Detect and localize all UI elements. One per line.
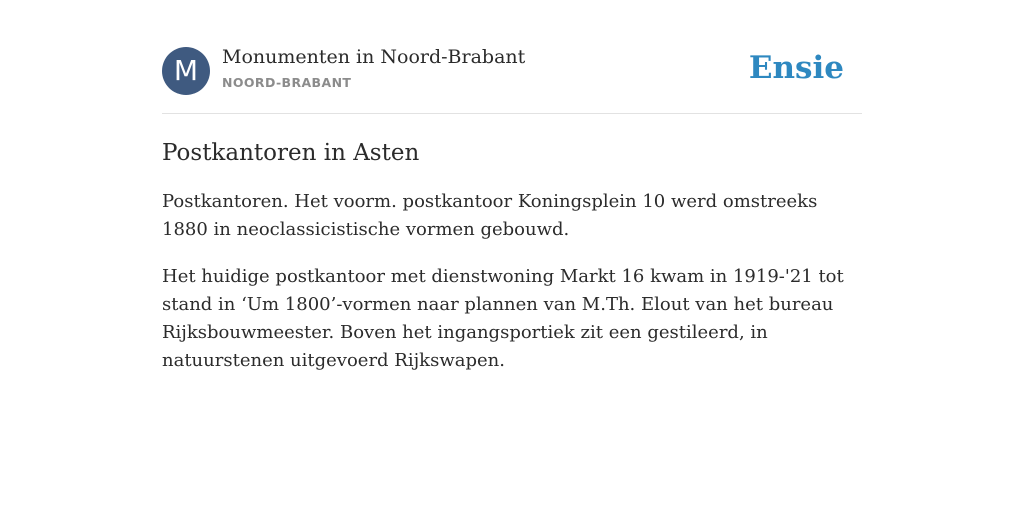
source-header <box>162 46 862 114</box>
source-title-link[interactable]: Monumenten in Noord-Brabant <box>222 46 526 68</box>
article-card <box>162 46 862 375</box>
article-paragraph: Postkantoren. Het voorm. postkantoor Koningsplein 10 werd omstreeks 1880 in neoclassicistische vormen gebouwd. <box>162 191 818 240</box>
source-avatar[interactable]: M <box>162 47 210 95</box>
source-subtitle: NOORD-BRABANT <box>222 75 352 90</box>
ensie-logo[interactable]: Ensie <box>748 50 844 86</box>
article-paragraph: Het huidige postkantoor met dienstwoning Markt 16 kwam in 1919-'21 tot stand in ‘Um 1800’-vormen naar plannen van M.Th. Elout van het bureau Rijksbouwmeester. Boven het ingangsportiek zit een gestileerd, in natuurstenen uitgevoerd Rijkswapen. <box>162 266 844 371</box>
article-title: Postkantoren in Asten <box>162 140 420 166</box>
